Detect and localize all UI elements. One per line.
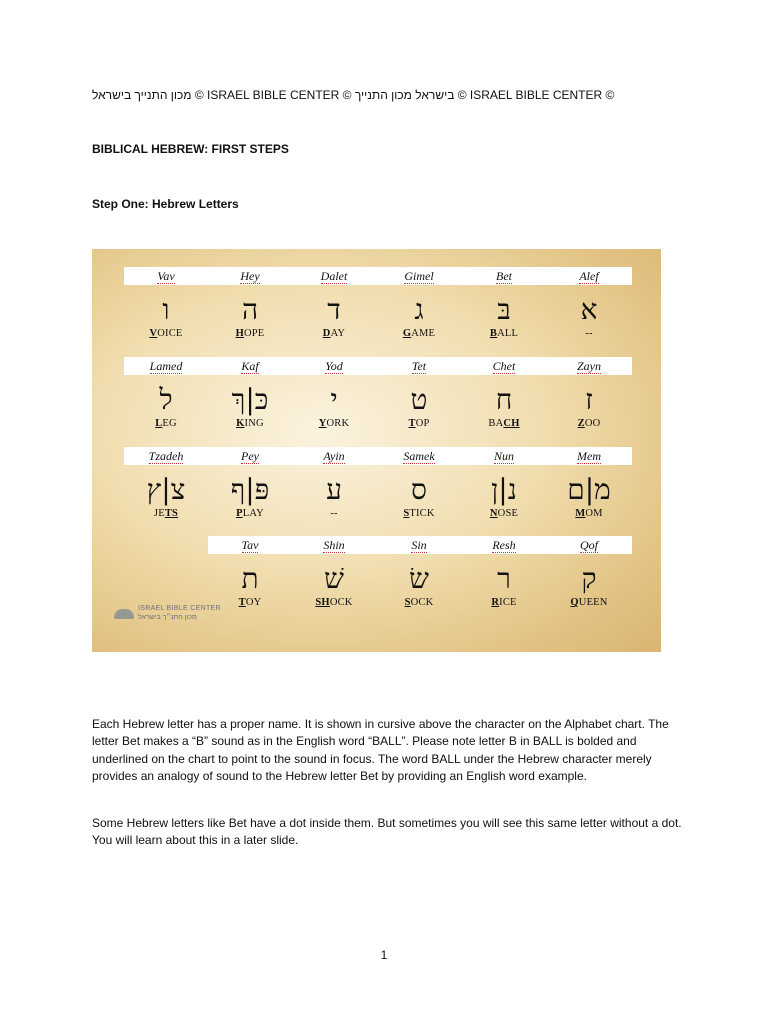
letter-name-text: Shin (323, 538, 345, 552)
dot-note-paragraph: Some Hebrew letters like Bet have a dot inside them. But sometimes you will see this same letter without a dot. You will learn about this in a later slide. (92, 816, 682, 848)
hebrew-letter: ע (326, 473, 342, 506)
hebrew-letter: ר (497, 562, 511, 595)
example-word (377, 327, 461, 341)
example-word-end: OO (584, 418, 601, 429)
hebrew-letter: כּ|ךְ (231, 383, 269, 416)
example-word-end: AY (330, 328, 346, 339)
example-word-key-sound: M (575, 508, 586, 519)
letter-card (208, 536, 292, 610)
example-word-end: OPE (243, 328, 265, 339)
hebrew-letter: ד (327, 293, 341, 326)
example-word-key-sound: Z (577, 418, 585, 429)
example-word-key-sound: D (322, 328, 331, 339)
letter-name-text: Tzadeh (148, 449, 184, 463)
letter-name (377, 357, 461, 375)
letter-name (292, 447, 376, 465)
letter-name-text: Pey (241, 449, 259, 463)
letter-name-text: Chet (492, 359, 516, 373)
letter-card (208, 447, 292, 521)
hebrew-letter: ו (162, 293, 170, 326)
example-word (547, 507, 631, 521)
hebrew-letter: ח (495, 383, 513, 416)
example-word (547, 417, 631, 431)
example-word (292, 507, 376, 521)
example-word-key-sound: K (236, 418, 245, 429)
letter-name-text: Vav (157, 269, 175, 283)
example-word-end: AME (411, 328, 436, 339)
letter-card (208, 357, 292, 431)
letter-name (124, 357, 208, 375)
letter-name (377, 536, 461, 554)
hebrew-letter: נ|ן (491, 473, 517, 506)
letter-card (124, 267, 208, 341)
example-word-end: OM (585, 508, 603, 519)
example-word (292, 327, 376, 341)
hebrew-letter: שׂ (409, 562, 429, 595)
example-word (462, 507, 546, 521)
hebrew-letter: ת (241, 562, 259, 595)
example-word-key-sound: S (403, 508, 410, 519)
hebrew-letter: ס (411, 473, 427, 506)
explanation-paragraph: Each Hebrew letter has a proper name. It is shown in cursive above the character on the Alphabet chart. The letter Bet makes a “B” sound as in the English word “BALL”. Please note letter B in BALL is bolded and underlined on the chart to point to the sound in focus. The word BALL under the Hebrew character merely provides an analogy of sound to the Hebrew letter Bet by providing an English word example. (92, 717, 669, 784)
letter-name-text: Ayin (323, 449, 345, 463)
letter-card (377, 357, 461, 431)
example-word-key-sound: CH (503, 418, 520, 429)
letter-name (547, 357, 631, 375)
logo-icon (114, 609, 134, 619)
example-word-end: OICE (157, 328, 183, 339)
letter-card (292, 267, 376, 341)
hebrew-letter: ל (159, 383, 173, 416)
example-word-key-sound: Y (318, 418, 327, 429)
example-word-end: ICE (499, 597, 517, 608)
letter-name (377, 267, 461, 285)
example-word (292, 596, 376, 610)
hebrew-alphabet-chart (92, 249, 661, 652)
letter-name-text: Hey (240, 269, 260, 283)
example-word-end: OCK (329, 597, 353, 608)
example-word-key-sound: T (408, 418, 416, 429)
letter-card (377, 447, 461, 521)
document-title: BIBLICAL HEBREW: FIRST STEPS (92, 142, 289, 156)
letter-name (462, 536, 546, 554)
letter-name (208, 267, 292, 285)
example-word (462, 327, 546, 341)
letter-name (462, 447, 546, 465)
letter-name-text: Resh (492, 538, 516, 552)
letter-card (547, 447, 631, 521)
step-heading: Step One: Hebrew Letters (92, 197, 239, 211)
example-word-key-sound: P (236, 508, 243, 519)
example-word-end: UEEN (578, 597, 608, 608)
example-word (124, 507, 208, 521)
example-word-start: BA (488, 418, 504, 429)
example-word (462, 596, 546, 610)
letter-name-text: Nun (493, 449, 514, 463)
example-word (208, 596, 292, 610)
letter-card (124, 447, 208, 521)
letter-card (462, 357, 546, 431)
page-number: 1 (380, 948, 388, 962)
letter-name (292, 267, 376, 285)
example-word (124, 327, 208, 341)
hebrew-letter: מ|ם (567, 473, 611, 506)
example-word-key-sound: L (155, 418, 163, 429)
letter-name (208, 447, 292, 465)
example-word-end: ORK (326, 418, 350, 429)
hebrew-letter: פּ|ף (230, 473, 270, 506)
example-word (377, 507, 461, 521)
hebrew-letter: א (580, 293, 598, 326)
example-word (208, 417, 292, 431)
example-word-end: ALL (497, 328, 519, 339)
example-word (462, 417, 546, 431)
letter-name-text: Samek (403, 449, 435, 463)
letter-name (208, 536, 292, 554)
letter-name-text: Bet (496, 269, 512, 283)
example-word-key-sound: TS (164, 508, 179, 519)
letter-name-text: Gimel (404, 269, 434, 283)
example-word (547, 327, 631, 341)
hebrew-letter: שׁ (324, 562, 344, 595)
example-word-key-sound: S (404, 597, 411, 608)
copyright-header: מכון התנייך בישראל © ISRAEL BIBLE CENTER © בישראל מכון התנייך © ISRAEL BIBLE CENTER © (92, 88, 615, 102)
letter-card (292, 447, 376, 521)
example-word (124, 417, 208, 431)
letter-card (547, 267, 631, 341)
letter-card (124, 357, 208, 431)
example-word-key-sound: Q (570, 597, 579, 608)
letter-card (547, 536, 631, 610)
logo-text-english: ISRAEL BIBLE CENTER (138, 605, 221, 612)
letter-name-text: Qof (580, 538, 598, 552)
hebrew-letter: צ|ץ (146, 473, 186, 506)
example-word (377, 417, 461, 431)
hebrew-letter: בּ (497, 293, 511, 326)
letter-name-text: Tav (241, 538, 259, 552)
letter-name (377, 447, 461, 465)
letter-name (547, 267, 631, 285)
letter-name-text: Sin (411, 538, 427, 552)
hebrew-letter: ג (414, 293, 424, 326)
letter-name (292, 536, 376, 554)
letter-name-text: Alef (579, 269, 599, 283)
letter-card (547, 357, 631, 431)
example-word-start: -- (330, 508, 338, 519)
example-word (292, 417, 376, 431)
example-word-end: OP (415, 418, 430, 429)
example-word-end: LAY (242, 508, 264, 519)
example-word (208, 507, 292, 521)
hebrew-letter: ט (410, 383, 428, 416)
example-word-end: OSE (497, 508, 519, 519)
example-word-key-sound: R (491, 597, 500, 608)
letter-card (462, 536, 546, 610)
letter-name-text: Dalet (320, 269, 348, 283)
letter-name (462, 267, 546, 285)
letter-name (292, 357, 376, 375)
example-word-end: TICK (409, 508, 435, 519)
example-word-key-sound: SH (315, 597, 330, 608)
letter-name-text: Tet (411, 359, 427, 373)
example-word-end: ING (244, 418, 264, 429)
letter-card (292, 536, 376, 610)
letter-name-text: Mem (577, 449, 601, 463)
letter-card (292, 357, 376, 431)
example-word-key-sound: G (402, 328, 412, 339)
letter-card (377, 536, 461, 610)
letter-name (124, 267, 208, 285)
example-word-start: JE (153, 508, 165, 519)
letter-card (377, 267, 461, 341)
letter-name (208, 357, 292, 375)
example-word (208, 327, 292, 341)
letter-name-text: Kaf (241, 359, 259, 373)
hebrew-letter: ז (585, 383, 593, 416)
letter-card (208, 267, 292, 341)
letter-name (462, 357, 546, 375)
example-word-end: OY (245, 597, 262, 608)
example-word-key-sound: N (489, 508, 498, 519)
example-word-end: EG (162, 418, 177, 429)
example-word (377, 596, 461, 610)
hebrew-letter: י (330, 383, 338, 416)
letter-card (462, 447, 546, 521)
letter-name (547, 536, 631, 554)
letter-name-text: Zayn (577, 359, 601, 373)
example-word-key-sound: H (235, 328, 244, 339)
example-word-end: OCK (410, 597, 434, 608)
letter-name-text: Yod (325, 359, 343, 373)
letter-name (547, 447, 631, 465)
letter-name (124, 447, 208, 465)
example-word-start: -- (585, 328, 593, 339)
letter-card (462, 267, 546, 341)
logo-text-hebrew: מכון התנ״ך בישראל (138, 614, 197, 621)
letter-name-text: Lamed (149, 359, 183, 373)
hebrew-letter: ק (581, 562, 597, 595)
example-word-key-sound: B (489, 328, 498, 339)
example-word-key-sound: T (238, 597, 246, 608)
hebrew-letter: ה (241, 293, 259, 326)
example-word (547, 596, 631, 610)
example-word-key-sound: V (149, 328, 158, 339)
